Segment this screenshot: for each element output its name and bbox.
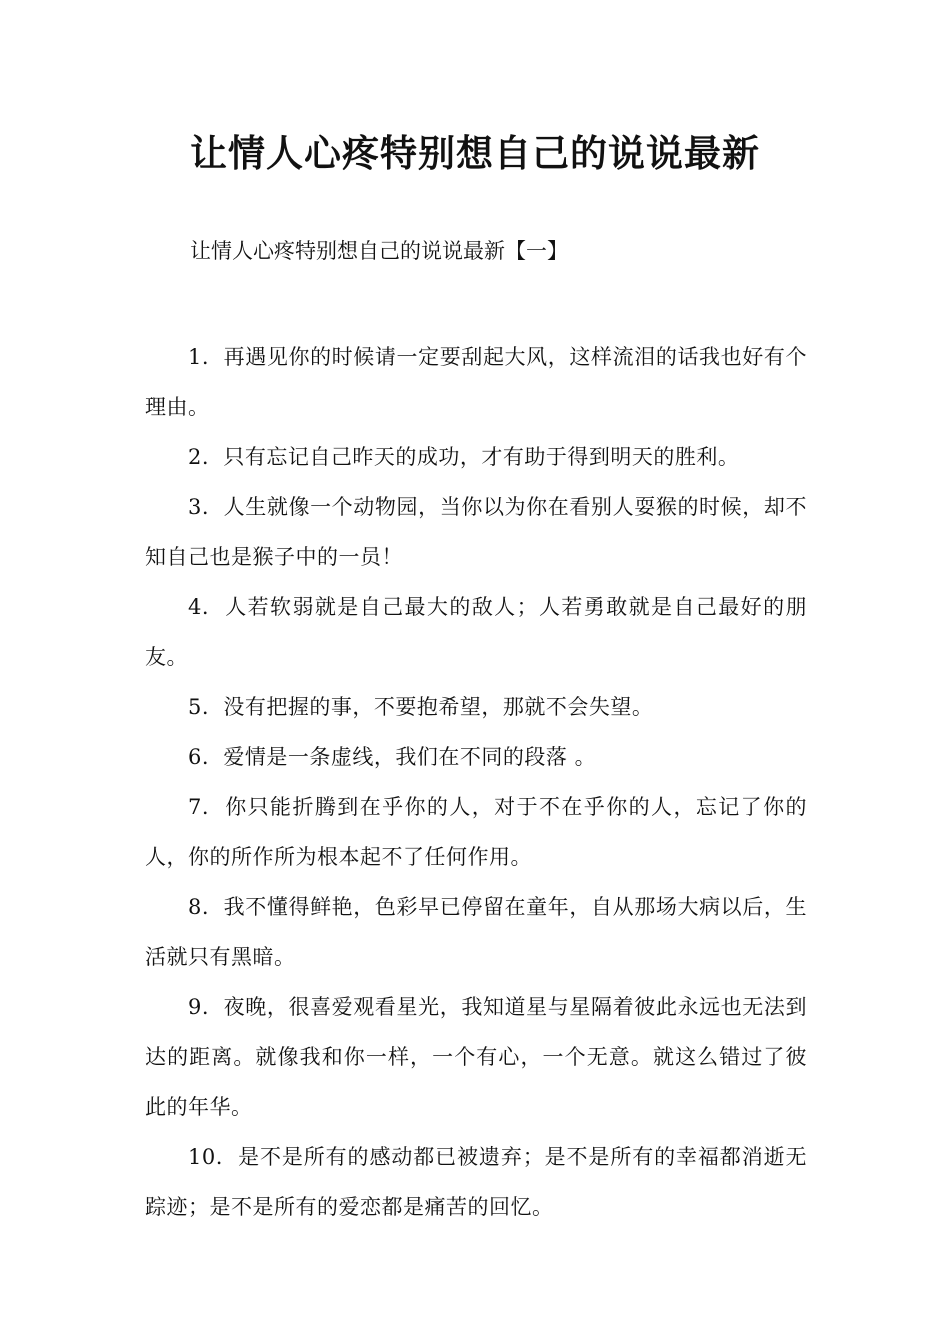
- quote-item: [145, 332, 807, 432]
- quote-item: [145, 982, 807, 1132]
- number-spacer: [223, 1145, 238, 1169]
- number-spacer: [209, 895, 224, 919]
- quote-text: 再遇见你的时候请一定要刮起大风，这样流泪的话我也好有个理由。: [145, 345, 807, 419]
- quote-text: 人生就像一个动物园，当你以为你在看别人耍猴的时候，却不知自己也是猴子中的一员！: [145, 495, 807, 569]
- number-spacer: [209, 745, 223, 769]
- number-spacer: [209, 995, 224, 1019]
- quote-number: 7.: [188, 795, 210, 819]
- number-spacer: [209, 445, 223, 469]
- quote-item: [145, 732, 807, 782]
- quote-number: 8.: [188, 895, 210, 919]
- quote-text: 你只能折腾到在乎你的人，对于不在乎你的人，忘记了你的人，你的所作所为根本起不了任何作用。: [145, 795, 808, 869]
- document-title: 让情人心疼特别想自己的说说最新: [190, 132, 760, 175]
- quote-number: 6.: [188, 745, 210, 769]
- quote-number: 2.: [188, 445, 210, 469]
- quote-number: 1.: [188, 345, 210, 369]
- quote-text: 只有忘记自己昨天的成功，才有助于得到明天的胜利。: [223, 445, 740, 469]
- number-spacer: [209, 595, 225, 619]
- quote-list: [145, 332, 807, 1232]
- quote-number: 9.: [188, 995, 210, 1019]
- quote-number: 3.: [188, 495, 210, 519]
- quote-item: [145, 432, 807, 482]
- quote-item: [145, 682, 807, 732]
- quote-number: 5.: [188, 695, 210, 719]
- quote-text: 是不是所有的感动都已被遗弃；是不是所有的幸福都消逝无踪迹；是不是所有的爱恋都是痛苦的回忆。: [145, 1145, 807, 1219]
- quote-item: [145, 882, 807, 982]
- quote-item: [145, 782, 807, 882]
- quote-text: 没有把握的事，不要抱希望，那就不会失望。: [223, 695, 654, 719]
- quote-item: [145, 1132, 807, 1232]
- quote-text: 夜晚，很喜爱观看星光，我知道星与星隔着彼此永远也无法到达的距离。就像我和你一样，一个有心，一个无意。就这么错过了彼此的年华。: [145, 995, 807, 1119]
- quote-item: [145, 482, 807, 582]
- quote-number: 10.: [188, 1145, 223, 1169]
- quote-item: [145, 582, 807, 682]
- quote-text: 爱情是一条虚线，我们在不同的段落 。: [223, 745, 597, 769]
- quote-text: 我不懂得鲜艳，色彩早已停留在童年，自从那场大病以后，生活就只有黑暗。: [145, 895, 807, 969]
- number-spacer: [209, 345, 224, 369]
- section-heading: 让情人心疼特别想自己的说说最新【一】: [190, 239, 568, 263]
- number-spacer: [209, 495, 224, 519]
- number-spacer: [209, 795, 225, 819]
- number-spacer: [209, 695, 223, 719]
- quote-number: 4.: [188, 595, 210, 619]
- quote-text: 人若软弱就是自己最大的敌人；人若勇敢就是自己最好的朋友。: [145, 595, 808, 669]
